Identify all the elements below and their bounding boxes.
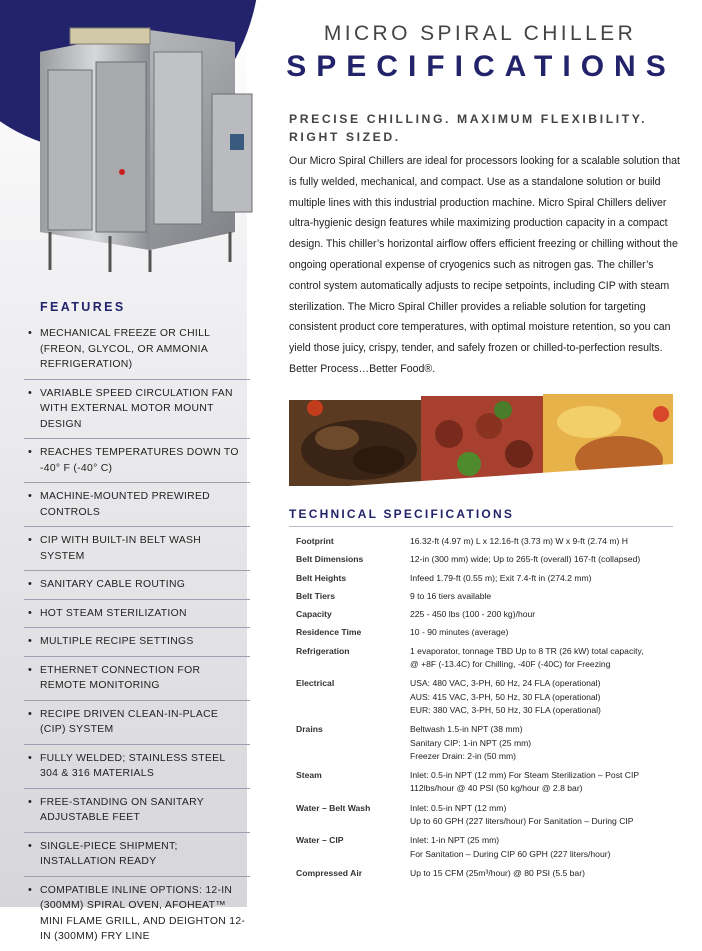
spec-row (296, 645, 676, 678)
page-title: SPECIFICATIONS (286, 50, 676, 83)
feature-item: • FULLY WELDED; STAINLESS STEEL 304 & 316 MATERIALS (24, 745, 250, 789)
feature-item: • MACHINE-MOUNTED PREWIRED CONTROLS (24, 483, 250, 527)
spec-value (410, 802, 676, 835)
sidebar (0, 0, 247, 942)
spec-label: Capacity (296, 609, 332, 620)
intro-headline (289, 110, 649, 146)
spec-label: Steam (296, 770, 322, 781)
feature-item: • ETHERNET CONNECTION FOR REMOTE MONITORING (24, 657, 250, 701)
spec-row (296, 590, 676, 608)
spec-value-line: 1 evaporator, tonnage TBD Up to 8 TR (26 kW) total capacity, (410, 645, 644, 656)
spec-label: Footprint (296, 536, 334, 546)
spec-label: Belt Tiers (296, 590, 336, 601)
spec-value (410, 645, 676, 678)
headline-line-1: PRECISE CHILLING. MAXIMUM FLEXIBILITY. (289, 112, 648, 126)
spec-value-line: 16.32-ft (4.97 m) L x 12.16-ft (3.73 m) W x 9-ft (2.74 m) H (410, 536, 628, 546)
spec-value-line: Freezer Drain: 2-in (50 mm) (410, 750, 517, 761)
tech-specs-title: TECHNICAL SPECIFICATIONS (289, 507, 515, 521)
feature-item: • SINGLE-PIECE SHIPMENT; INSTALLATION READY (24, 833, 250, 877)
feature-item: • MULTIPLE RECIPE SETTINGS (24, 628, 250, 657)
spec-value-line: Infeed 1.79-ft (0.55 m); Exit 7.4-ft in (274.2 mm) (410, 572, 592, 583)
spec-value-line: Inlet: 1-in NPT (25 mm) (410, 835, 500, 846)
spec-value-line: USA: 480 VAC, 3-PH, 60 Hz, 24 FLA (operational) (410, 678, 601, 689)
spec-value-line: Beltwash 1.5-in NPT (38 mm) (410, 724, 523, 735)
spec-value-line: Inlet: 0.5-in NPT (12 mm) For Steam Sterilization – Post CIP (410, 770, 640, 781)
spec-value-line: AUS: 415 VAC, 3-PH, 50 Hz, 30 FLA (operational) (410, 691, 601, 702)
feature-item: • MECHANICAL FREEZE OR CHILL (FREON, GLYCOL, OR AMMONIA REFRIGERATION) (24, 320, 250, 380)
page-subtitle: MICRO SPIRAL CHILLER (323, 22, 637, 45)
spec-row (296, 677, 676, 723)
spec-value-line: EUR: 380 VAC, 3-PH, 50 Hz, 30 FLA (operational) (410, 704, 601, 715)
spec-row (296, 626, 676, 644)
feature-item: • CIP WITH BUILT-IN BELT WASH SYSTEM (24, 527, 250, 571)
spec-row (296, 723, 676, 769)
spec-value (410, 677, 676, 723)
spec-label: Refrigeration (296, 645, 350, 656)
tech-specs-divider (289, 526, 673, 527)
spec-row (296, 834, 676, 867)
spec-label: Electrical (296, 678, 335, 689)
spec-value-line: 9 to 16 tiers available (410, 590, 492, 601)
tech-specs-table (296, 535, 676, 880)
spec-label: Water – CIP (296, 835, 344, 846)
spec-row (296, 867, 676, 880)
spec-row (296, 608, 676, 626)
spec-value (410, 590, 676, 608)
spec-value (410, 723, 676, 769)
spec-label: Residence Time (296, 627, 362, 638)
spec-value (410, 834, 676, 867)
spec-label: Compressed Air (296, 867, 363, 878)
spec-value-line: 12-in (300 mm) wide; Up to 265-ft (overall) 167-ft (collapsed) (410, 554, 641, 565)
feature-item: • REACHES TEMPERATURES DOWN TO -40° F (-40° C) (24, 439, 250, 483)
spec-value-line: Inlet: 0.5-in NPT (12 mm) (410, 802, 507, 813)
features-list (24, 320, 250, 951)
spec-value (410, 535, 676, 553)
spec-row (296, 553, 676, 571)
spec-value-line: Up to 60 GPH (227 liters/hour) For Sanitation – During CIP (410, 816, 634, 827)
feature-item: • RECIPE DRIVEN CLEAN-IN-PLACE (CIP) SYSTEM (24, 701, 250, 745)
feature-item: • FREE-STANDING ON SANITARY ADJUSTABLE FEET (24, 789, 250, 833)
spiral-chiller-machine-image (30, 22, 260, 274)
spec-value (410, 867, 676, 880)
feature-item: • COMPATIBLE INLINE OPTIONS: 12-IN (300MM) SPIRAL OVEN, AFOHEAT™ MINI FLAME GRILL, AND DEIGHTON 12-IN (300MM) FRY LINE (24, 877, 250, 951)
spec-value (410, 553, 676, 571)
spec-value (410, 608, 676, 626)
spec-value-line: 112lbs/hour @ 40 PSI (50 kg/hour @ 2.8 bar) (410, 783, 583, 794)
spec-value (410, 769, 676, 802)
spec-label: Belt Dimensions (296, 554, 364, 565)
spec-label: Drains (296, 724, 323, 735)
spec-value-line: For Sanitation – During CIP 60 GPH (227 liters/hour) (410, 848, 611, 859)
spec-label: Belt Heights (296, 572, 347, 583)
spec-value-line: 10 - 90 minutes (average) (410, 627, 509, 638)
headline-line-2: RIGHT SIZED. (289, 130, 401, 144)
feature-item: • SANITARY CABLE ROUTING (24, 571, 250, 600)
intro-body: Our Micro Spiral Chillers are ideal for processors looking for a scalable solution that is fully welded, mechanical, and compact. Use as a standalone solution or build multiple lines with this industrial production machine. Micro Spiral Chillers deliver ultra-hygienic design features while maximizing production capacity in a compact design. This chiller’s horizontal airflow offers efficient freezing or chilling without the ongoing operational expense of cryogenics such as nitrogen gas. The chiller’s control system automatically adjusts to recipe setpoints, including CIP with steam sterilization. The Micro Spiral Chiller provides a reliable solution for targeting consistent product core temperatures, with optimal moisture retention, so you can yield those juicy, crispy, tender, and safely frozen or chilled-to-perfection results. Better Process…Better Food®. (289, 155, 680, 375)
spec-value-line: @ +8F (-13.4C) for Chilling, -40F (-40C) for Freezing (410, 659, 611, 670)
spec-value (410, 572, 676, 590)
spec-row (296, 535, 676, 553)
feature-item: • HOT STEAM STERILIZATION (24, 600, 250, 629)
spec-value-line: Up to 15 CFM (25m³/hour) @ 80 PSI (5.5 bar) (410, 867, 585, 878)
spec-row (296, 572, 676, 590)
spec-value-line: Sanitary CIP: 1-in NPT (25 mm) (410, 737, 532, 748)
features-title: FEATURES (40, 300, 126, 314)
food-photos (289, 394, 673, 490)
spec-value (410, 626, 676, 644)
spec-row (296, 802, 676, 835)
spec-value-line: 225 - 450 lbs (100 - 200 kg)/hour (410, 609, 536, 620)
spec-label: Water – Belt Wash (296, 802, 371, 813)
feature-item: • VARIABLE SPEED CIRCULATION FAN WITH EXTERNAL MOTOR MOUNT DESIGN (24, 380, 250, 440)
spec-row (296, 769, 676, 802)
